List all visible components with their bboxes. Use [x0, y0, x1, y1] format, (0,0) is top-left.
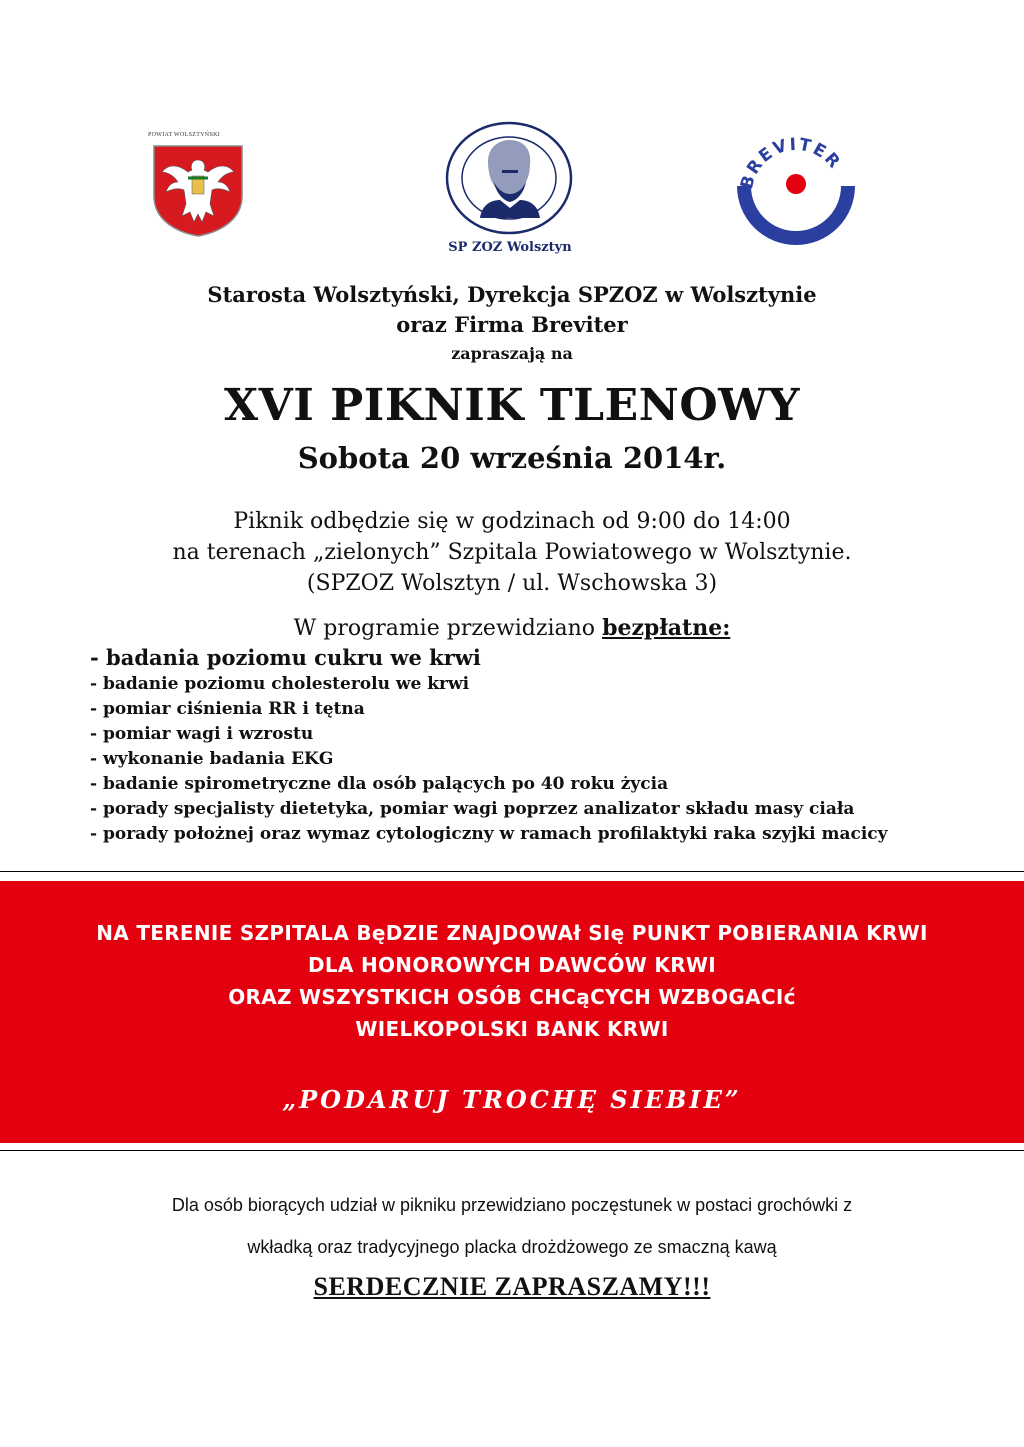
- banner-bottom-rule: [0, 1150, 1024, 1151]
- banner-line-1: NA TERENIE SZPITALA BęDZIE ZNAJDOWAł SIę PUNKT POBIERANIA KRWI: [96, 921, 928, 945]
- blood-donation-banner: [0, 881, 1024, 1143]
- spzoz-logo: [430, 120, 590, 260]
- details-address: (SPZOZ Wolsztyn / ul. Wschowska 3): [306, 571, 718, 596]
- spzoz-caption: SP ZOZ Wolsztyn: [448, 240, 572, 255]
- event-date: Sobota 20 września 2014r.: [297, 441, 727, 475]
- banner-top-rule: [0, 871, 1024, 872]
- refreshments-line-1: Dla osób biorących udział w pikniku przewidziano poczęstunek w postaci grochówki z: [171, 1195, 853, 1215]
- banner-text: [0, 917, 1024, 1045]
- list-item: - wykonanie badania EKG: [90, 749, 334, 769]
- banner-line-4: WIELKOPOLSKI BANK KRWI: [355, 1017, 669, 1041]
- breviter-logo: [730, 124, 862, 246]
- refreshments-line-2: wkładką oraz tradycyjnego placka drożdżowego ze smaczną kawą: [247, 1237, 777, 1257]
- event-title: XVI PIKNIK TLENOWY: [223, 380, 801, 431]
- list-item: - badanie poziomu cholesterolu we krwi: [90, 674, 470, 694]
- invite-text: zapraszają na: [451, 344, 573, 363]
- program-intro-text: W programie przewidziano: [293, 616, 596, 641]
- program-intro: [0, 615, 1024, 641]
- portrait-medallion-icon: [442, 120, 576, 238]
- list-item: - porady specjalisty dietetyka, pomiar wagi poprzez analizator składu masy ciała: [90, 799, 855, 819]
- banner-slogan: „PODARUJ TROCHĘ SIEBIE”: [282, 1085, 742, 1114]
- list-item: - porady położnej oraz wymaz cytologiczny w ramach profilaktyki raka szyjki macicy: [90, 824, 888, 844]
- banner-line-3: ORAZ WSZYSTKICH OSÓB CHCąCYCH WZBOGACIć: [228, 985, 796, 1009]
- details-location: na terenach „zielonych” Szpitala Powiatowego w Wolsztynie.: [172, 540, 852, 565]
- list-item: - badanie spirometryczne dla osób palących po 40 roku życia: [90, 774, 669, 794]
- program-intro-bold: bezpłatne:: [602, 615, 731, 641]
- powiat-crest-logo: [146, 132, 250, 238]
- details-hours: Piknik odbędzie się w godzinach od 9:00 do 14:00: [233, 509, 791, 534]
- list-item: - pomiar wagi i wzrostu: [90, 724, 314, 744]
- powiat-caption: POWIAT WOLSZTYŃSKI: [148, 132, 221, 138]
- organizers-line-1: Starosta Wolsztyński, Dyrekcja SPZOZ w Wolsztynie: [207, 282, 817, 307]
- breviter-wordmark: BREVITER: [737, 134, 846, 192]
- list-item: - badania poziomu cukru we krwi: [90, 645, 481, 670]
- details-block: [0, 506, 1024, 599]
- eagle-shield-icon: [148, 142, 248, 238]
- closing-invitation: SERDECZNIE ZAPRASZAMY!!!: [313, 1272, 711, 1301]
- program-list: [90, 644, 990, 847]
- breviter-ring-icon: [730, 124, 862, 246]
- list-item: - pomiar ciśnienia RR i tętna: [90, 699, 365, 719]
- organizers-line-2: oraz Firma Breviter: [396, 312, 628, 337]
- banner-line-2: DLA HONOROWYCH DAWCÓW KRWI: [307, 953, 717, 977]
